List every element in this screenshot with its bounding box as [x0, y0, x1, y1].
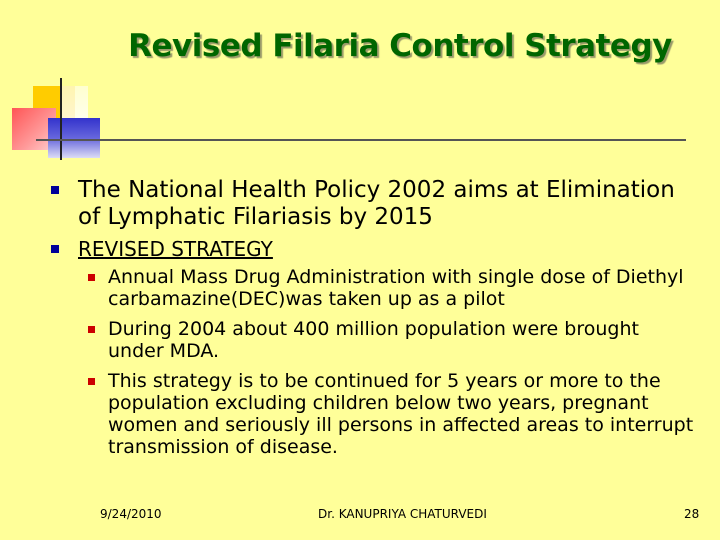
footer-author: Dr. KANUPRIYA CHATURVEDI	[318, 507, 487, 521]
square-bullet-icon	[51, 245, 59, 253]
square-bullet-icon	[88, 378, 95, 385]
sub-bullet-item	[108, 370, 698, 458]
bullet-item	[78, 177, 698, 231]
square-bullet-icon	[51, 186, 59, 194]
sub-bullet-item	[108, 266, 698, 310]
square-bullet-icon	[88, 274, 95, 281]
bullet-text: REVISED STRATEGY	[78, 237, 273, 261]
decor-vertical-line	[60, 78, 62, 160]
sub-bullet-text: This strategy is to be continued for 5 years or more to the population excluding children below two years, pregnant women and seriously ill persons in affected areas to interrupt transmission of disease.	[108, 370, 694, 458]
bullet-item	[78, 237, 698, 261]
decor-fade-square	[60, 86, 88, 118]
footer-date: 9/24/2010	[100, 507, 162, 521]
title-divider	[36, 139, 686, 141]
square-bullet-icon	[88, 326, 95, 333]
decor-blue-square	[48, 118, 100, 158]
sub-bullet-text: During 2004 about 400 million population were brought under MDA.	[108, 318, 639, 362]
slide-title: Revised Filaria Control Strategy	[128, 28, 672, 64]
bullet-text: The National Health Policy 2002 aims at Elimination of Lymphatic Filariasis by 2015	[78, 177, 675, 230]
sub-bullet-text: Annual Mass Drug Administration with single dose of Diethyl carbamazine(DEC)was taken up as a pilot	[108, 266, 684, 310]
footer-page-number: 28	[684, 507, 700, 521]
sub-bullet-item	[108, 318, 698, 362]
